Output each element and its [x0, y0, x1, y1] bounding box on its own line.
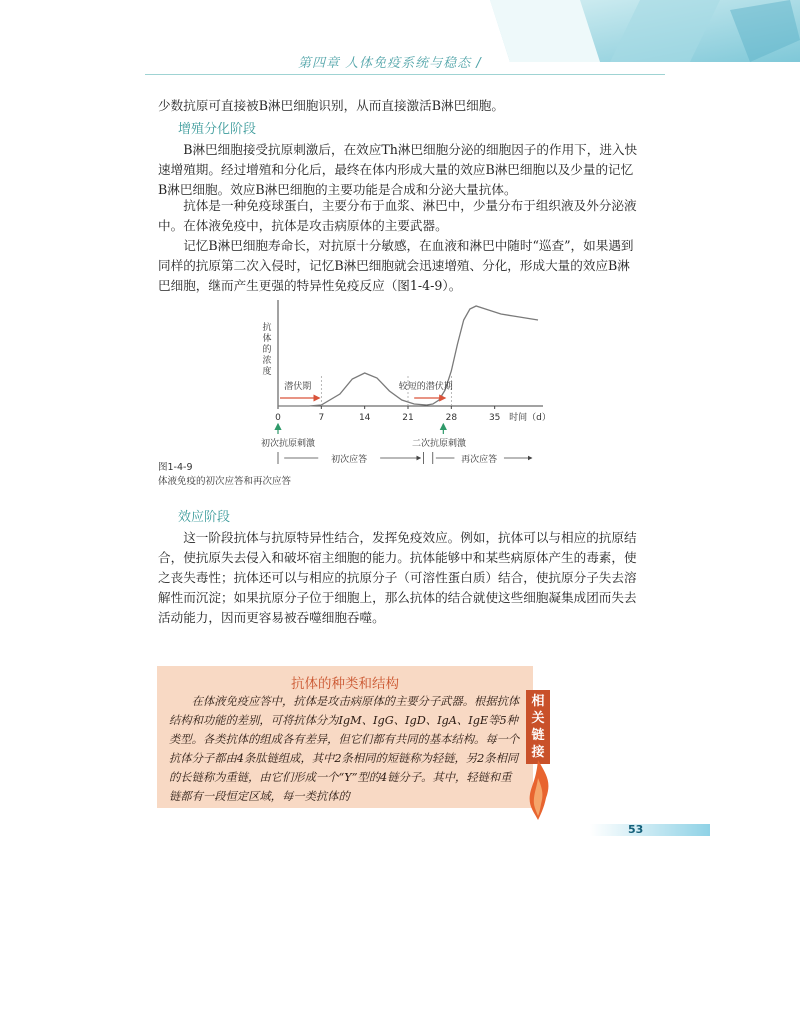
x-tick-label: 35 — [488, 413, 501, 423]
latent-period-label: 潜伏期 — [284, 382, 312, 392]
paragraph-antibody: 抗体是一种免疫球蛋白，主要分布于血浆、淋巴中，少量分布于组织液及外分泌液中。在体液免疫中，抗体是攻击病原体的主要武器。 — [158, 198, 637, 233]
primary-response-label: 初次应答 — [331, 455, 368, 465]
y-axis-label-char: 抗 — [262, 323, 272, 333]
paragraph-memory-cells: 记忆B淋巴细胞寿命长，对抗原十分敏感，在血液和淋巴中随时“巡查”，如果遇到同样的抗原第二次入侵时，记忆B淋巴细胞就会迅速增殖、分化，形成大量的效应B淋巴细胞，继而产生更强的特异性免疫反应（图1-4-9）。 — [158, 238, 634, 293]
page-number-bar — [590, 824, 710, 836]
related-link-label: 相关链接 — [526, 690, 550, 764]
related-link-box — [157, 666, 533, 808]
flame-icon — [524, 760, 552, 820]
figure-caption: 体液免疫的初次应答和再次应答 — [158, 476, 292, 487]
x-axis-label: 时间（d） — [509, 413, 551, 423]
page-number: 53 — [628, 823, 644, 836]
header-rule — [145, 74, 665, 75]
x-tick-label: 14 — [358, 413, 371, 423]
y-axis-label-char: 度 — [262, 367, 272, 377]
x-tick-label: 7 — [318, 413, 325, 423]
paragraph-proliferation: B淋巴细胞接受抗原刺激后，在效应Th淋巴细胞分泌的细胞因子的作用下，进入快速增殖期。经过增殖和分化后，最终在体内形成大量的效应B淋巴细胞以及少量的记忆B淋巴细胞。效应B淋巴细胞的主要功能是合成和分泌大量抗体。 — [158, 142, 638, 197]
x-tick-label: 21 — [402, 413, 414, 423]
first-stimulus-label: 初次抗原刺激 — [260, 439, 316, 449]
related-link-text: 在体液免疫应答中，抗体是攻击病原体的主要分子武器。根据抗体结构和功能的差别，可将抗体分为IgM、IgG、IgD、IgA、IgE等5种类型。各类抗体的组成各有差异，但它们都有共同的基本结构。每一个抗体分子都由4条肽链组成，其中2条相同的短链称为轻链，另2条相同的长链称为重链，由它们形成一个“Y”型的4链分子。其中，轻链和重链都有一段恒定区域，每一类抗体的 — [169, 695, 520, 803]
y-axis-label-char: 浓 — [262, 356, 272, 366]
paragraph-intro: 少数抗原可直接被B淋巴细胞识别，从而直接激活B淋巴细胞。 — [158, 98, 504, 113]
second-stimulus-label: 二次抗原刺激 — [411, 439, 466, 449]
figure-number: 图1-4-9 — [158, 462, 193, 473]
y-axis-label-char: 体 — [262, 334, 272, 344]
antibody-response-chart — [245, 298, 575, 470]
chapter-title: 第四章 人体免疫系统与稳态 / — [298, 56, 482, 71]
y-axis-label-char: 的 — [262, 345, 272, 355]
section-heading-effector: 效应阶段 — [178, 510, 231, 525]
paragraph-effector: 这一阶段抗体与抗原特异性结合，发挥免疫效应。例如，抗体可以与相应的抗原结合，使抗原失去侵入和破坏宿主细胞的能力。抗体能够中和某些病原体产生的毒素，使之丧失毒性；抗体还可以与相应的抗原分子（可溶性蛋白质）结合，使抗原分子失去溶解性而沉淀；如果抗原分子位于细胞上，那么抗体的结合就使这些细胞凝集成团而失去活动能力，因而更容易被吞噬细胞吞噬。 — [158, 530, 637, 625]
header-decoration — [490, 0, 800, 62]
related-link-title: 抗体的种类和结构 — [291, 676, 399, 692]
x-tick-label: 0 — [275, 413, 281, 423]
secondary-response-label: 再次应答 — [461, 455, 498, 465]
section-heading-proliferation: 增殖分化阶段 — [178, 122, 257, 137]
short-latent-period-label: 较短的潜伏期 — [398, 382, 453, 392]
x-tick-label: 28 — [445, 413, 458, 423]
